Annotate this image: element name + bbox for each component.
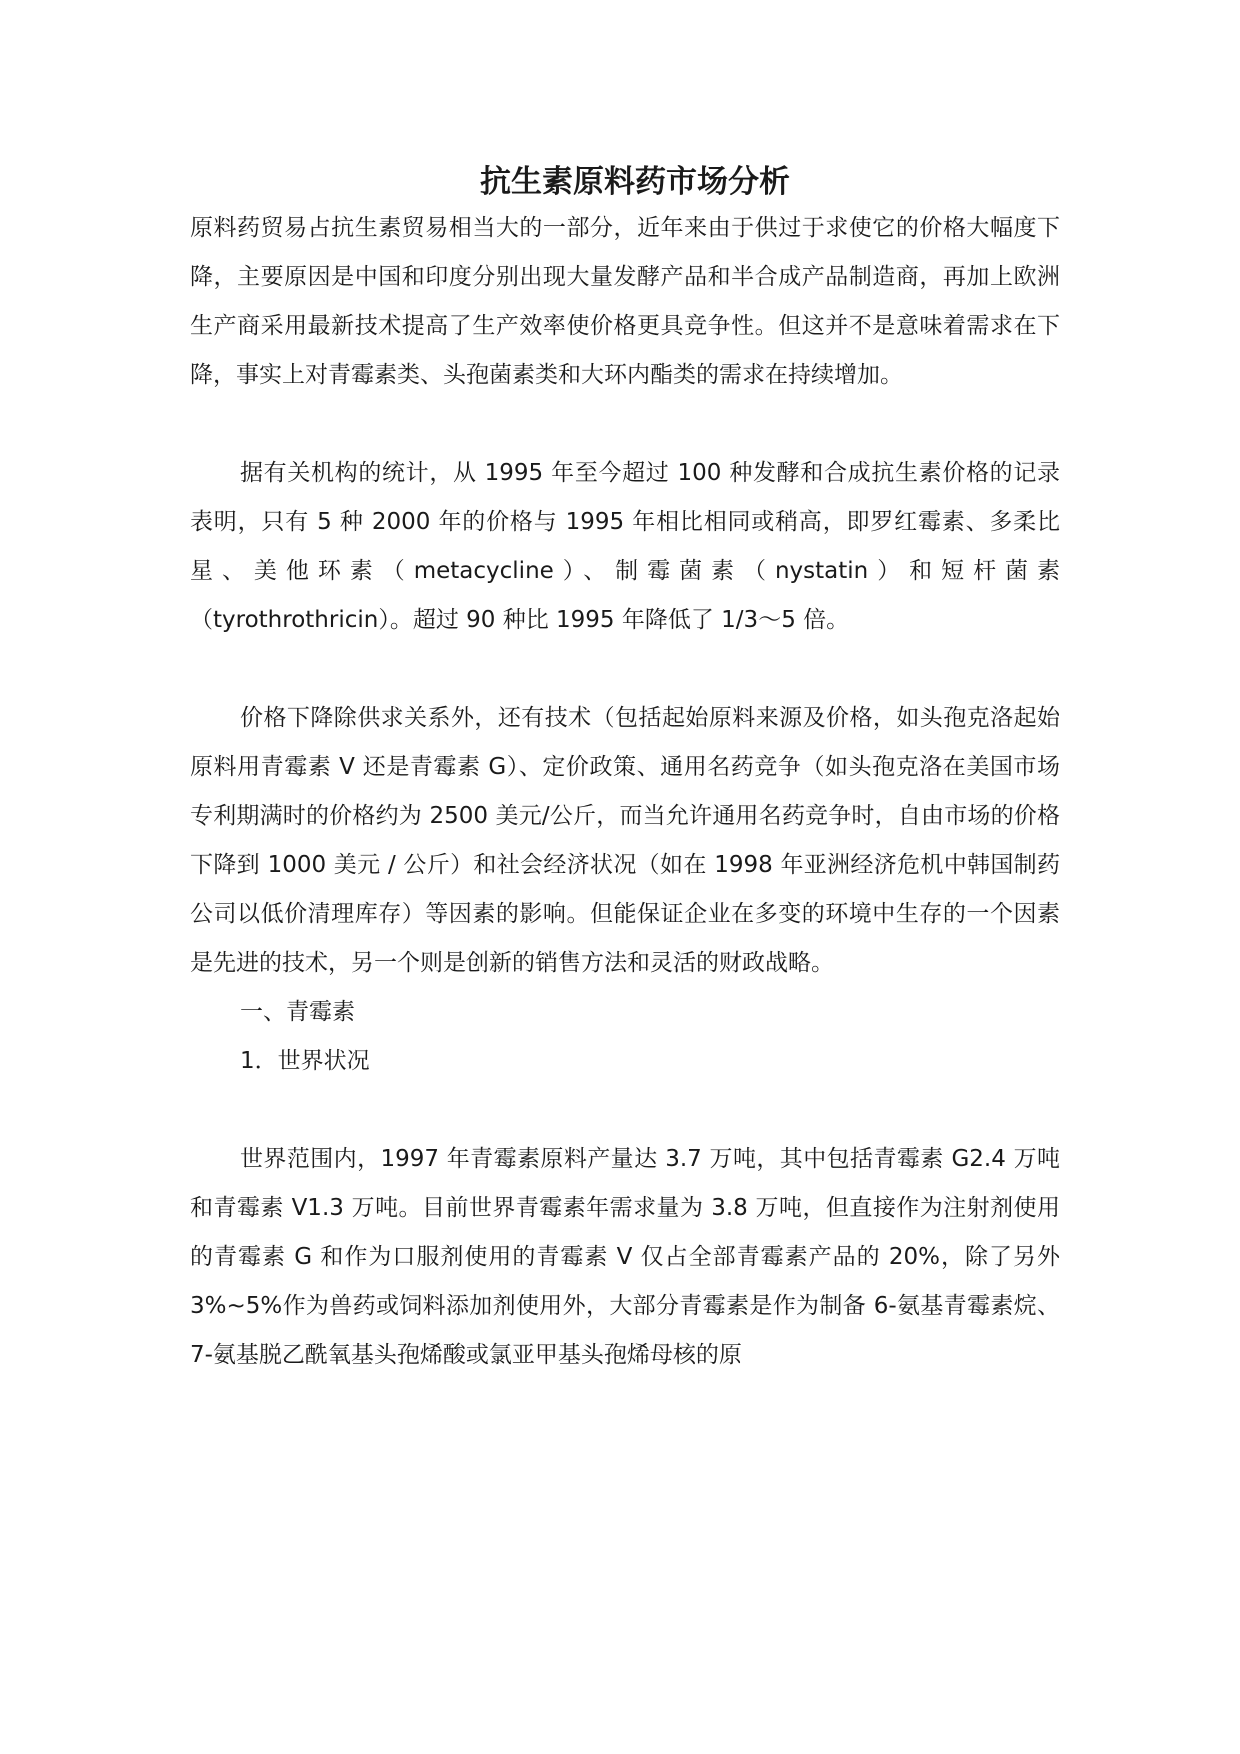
- document-title: 抗生素原料药市场分析: [480, 164, 790, 200]
- section-heading-penicillin: 一、青霉素: [240, 999, 355, 1025]
- document-page: [190, 160, 1060, 1380]
- paragraph-price-factors: 价格下降除供求关系外，还有技术（包括起始原料来源及价格，如头孢克洛起始原料用青霉素 V 还是青霉素 G）、定价政策、通用名药竞争（如头孢克洛在美国市场专利期满时的价格约为 2500 美元/公斤，而当允许通用名药竞争时，自由市场的价格下降到 1000 美元 / 公斤）和社会经济状况（如在 1998 年亚洲经济危机中韩国制药公司以低价清理库存）等因素的影响。但能保证企业在多变的环境中生存的一个因素是先进的技术，另一个则是创新的销售方法和灵活的财政战略。: [190, 705, 1060, 976]
- paragraph-intro: 原料药贸易占抗生素贸易相当大的一部分，近年来由于供过于求使它的价格大幅度下降，主要原因是中国和印度分别出现大量发酵产品和半合成产品制造商，再加上欧洲生产商采用最新技术提高了生产效率使价格更具竞争性。但这并不是意味着需求在下降，事实上对青霉素类、头孢菌素类和大环内酯类的需求在持续增加。: [190, 215, 1060, 388]
- paragraph-world-production: 世界范围内，1997 年青霉素原料产量达 3.7 万吨，其中包括青霉素 G2.4 万吨和青霉素 V1.3 万吨。目前世界青霉素年需求量为 3.8 万吨，但直接作为注射剂使用的青霉素 G 和作为口服剂使用的青霉素 V 仅占全部青霉素产品的 20%，除了另外 3%~5%作为兽药或饲料添加剂使用外，大部分青霉素是作为制备 6-氨基青霉素烷、7-氨基脱乙酰氧基头孢烯酸或氯亚甲基头孢烯母核的原: [190, 1146, 1060, 1368]
- subsection-heading-world-status: 1．世界状况: [240, 1048, 370, 1074]
- paragraph-price-statistics: 据有关机构的统计，从 1995 年至今超过 100 种发酵和合成抗生素价格的记录表明，只有 5 种 2000 年的价格与 1995 年相比相同或稍高，即罗红霉素、多柔比星、美他环素（metacycline）、制霉菌素（nystatin）和短杆菌素（tyrothrothricin）。超过 90 种比 1995 年降低了 1/3～5 倍。: [190, 460, 1060, 633]
